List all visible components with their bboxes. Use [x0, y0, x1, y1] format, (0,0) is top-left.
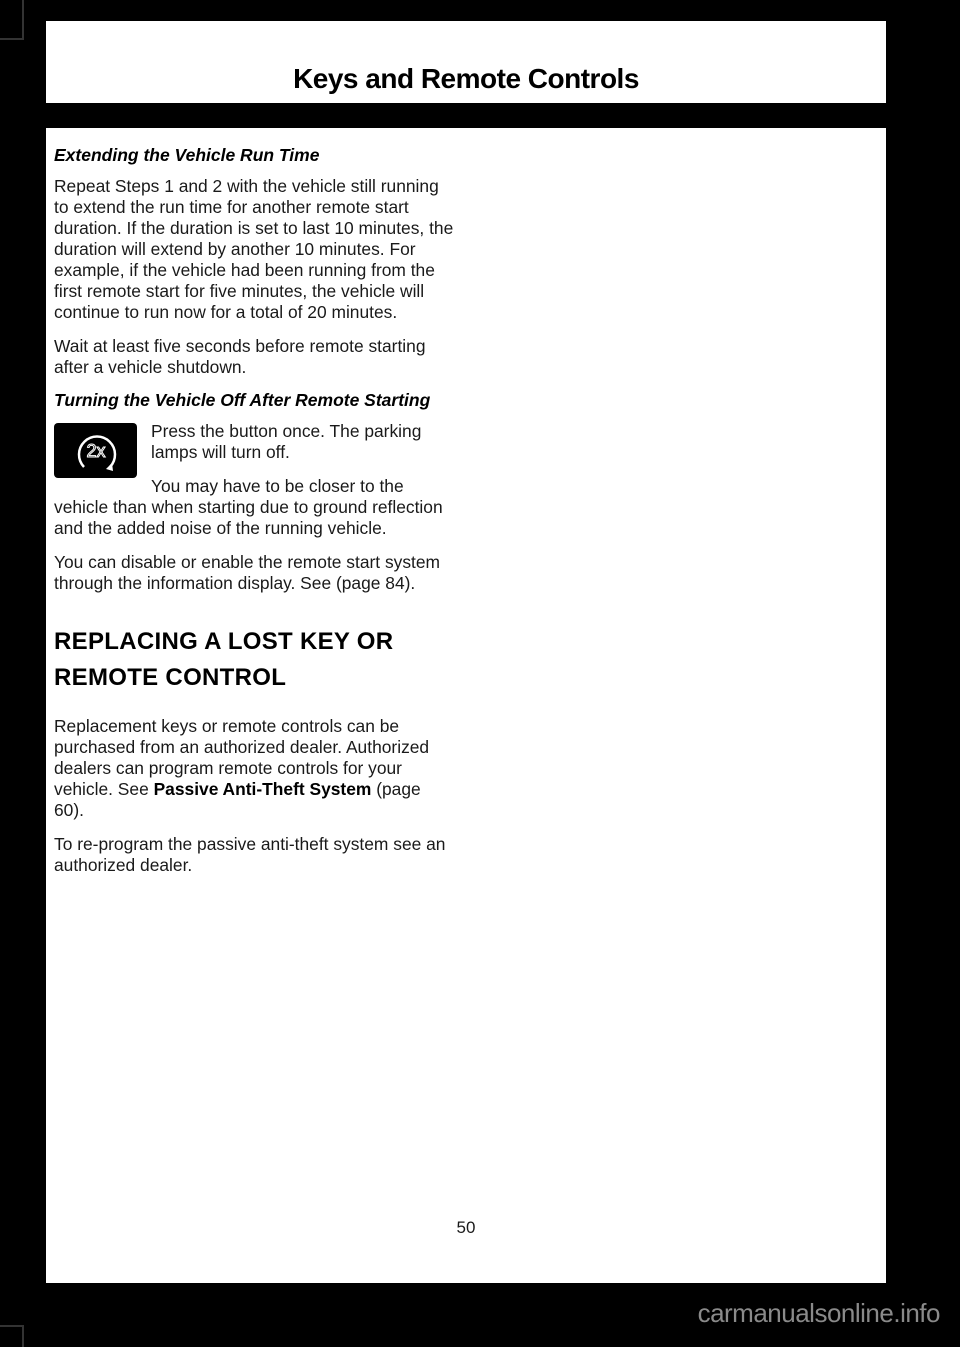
section-heading-turn-off: Turning the Vehicle Off After Remote Starting — [54, 390, 431, 410]
cross-reference-link[interactable]: Passive Anti-Theft System — [153, 779, 372, 799]
paragraph: You can disable or enable the remote start system through the information display. See (page 84). — [54, 552, 441, 593]
paragraph: Repeat Steps 1 and 2 with the vehicle still running to extend the run time for another remote start duration. If the duration is set to last 10 minutes, the duration will extend by another 10 minutes. For example, if the vehicle had been running from the first remote start for five minutes, the vehicle will continue to run now for a total of 20 minutes. — [54, 176, 454, 322]
text-column — [54, 146, 454, 889]
paragraph: You may have to be closer to the vehicle than when starting due to ground reflection and the added noise of the running vehicle. — [54, 476, 443, 538]
crop-mark-top-left — [0, 0, 24, 40]
text: (page 60). — [54, 779, 421, 820]
paragraph: To re-program the passive anti-theft system see an authorized dealer. — [54, 834, 446, 875]
crop-mark-bottom-left — [0, 1325, 24, 1347]
paragraph — [54, 716, 454, 821]
paragraph: Press the button once. The parking lamps will turn off. — [151, 421, 422, 462]
watermark: carmanualsonline.info — [697, 1298, 940, 1328]
remote-start-2x-icon — [54, 423, 137, 478]
chapter-title: Keys and Remote Controls — [293, 63, 639, 94]
section-heading-run-time: Extending the Vehicle Run Time — [54, 145, 320, 165]
svg-text:2x: 2x — [85, 440, 106, 461]
page-header — [46, 21, 886, 103]
text: Replacement keys or remote controls can be purchased from an authorized dealer. Authorized dealers can program remote controls for your vehicle. See — [54, 716, 430, 799]
page-number: 50 — [456, 1218, 476, 1237]
paragraph: Wait at least five seconds before remote starting after a vehicle shutdown. — [54, 336, 426, 377]
section-heading-replacing-key: REPLACING A LOST KEY OR REMOTE CONTROL — [54, 628, 394, 691]
page-body — [46, 128, 886, 1283]
